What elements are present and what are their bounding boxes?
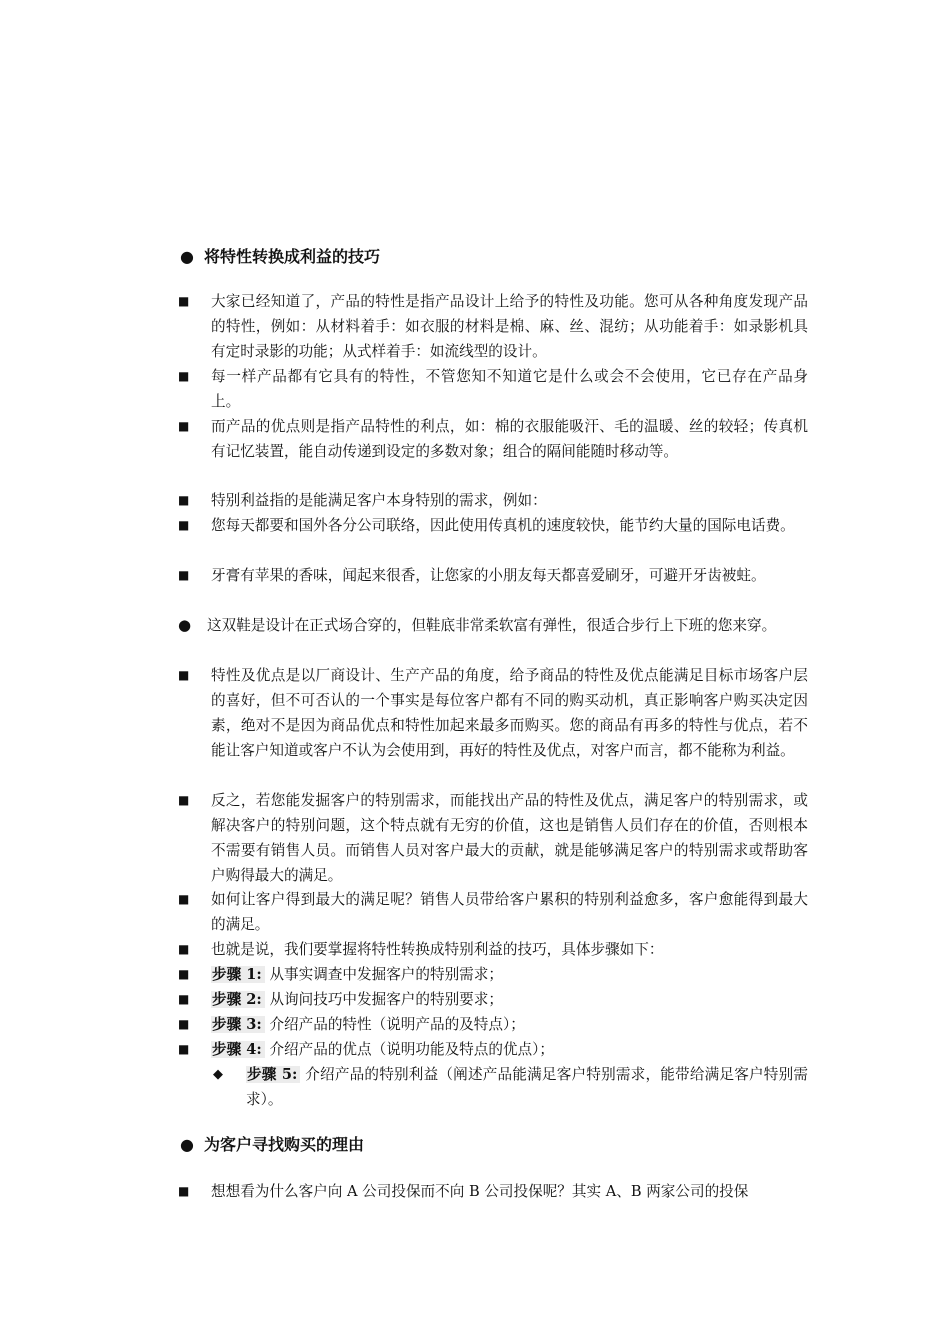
bullet-square-icon: ■ xyxy=(178,518,190,532)
item-text: 如何让客户得到最大的满足呢？销售人员带给客户累积的特别利益愈多，客户愈能得到最大的满足。 xyxy=(211,891,808,933)
step-item xyxy=(178,962,808,987)
step-text: 介绍产品的特别利益（阐述产品能满足客户特别需求，能带给满足客户特别需求）。 xyxy=(246,1066,808,1108)
section-title: 为客户寻找购买的理由 xyxy=(204,1135,365,1154)
list-item xyxy=(178,613,808,638)
bullet-square-icon: ■ xyxy=(178,668,190,682)
step-item xyxy=(178,1037,808,1062)
item-text: 您每天都要和国外各分公司联络，因此使用传真机的速度较快，能节约大量的国际电话费。 xyxy=(211,517,795,534)
bullet-square-icon: ■ xyxy=(178,294,190,308)
item-text: 特性及优点是以厂商设计、生产产品的角度，给予商品的特性及优点能满足目标市场客户层的喜好，但不可否认的一个事实是每位客户都有不同的购买动机，真正影响客户购买决定因素，绝对不是因为商品优点和特性加起来最多而购买。您的商品有再多的特性与优点，若不能让客户知道或客户不认为会使用到，再好的特性及优点，对客户而言，都不能称为利益。 xyxy=(211,667,808,759)
bullet-square-icon: ■ xyxy=(178,369,190,383)
list-item xyxy=(178,488,808,513)
item-text: 这双鞋是设计在正式场合穿的，但鞋底非常柔软富有弹性，很适合步行上下班的您来穿。 xyxy=(207,617,777,634)
list-item xyxy=(178,513,808,538)
item-text: 反之，若您能发掘客户的特别需求，而能找出产品的特性及优点，满足客户的特别需求，或解决客户的特别问题，这个特点就有无穷的价值，这也是销售人员们存在的价值，否则根本不需要有销售人员。而销售人员对客户最大的贡献，就是能够满足客户的特别需求或帮助客户购得最大的满足。 xyxy=(211,792,808,884)
bullet-square-icon: ■ xyxy=(178,1042,190,1056)
step-label: 步骤 2: xyxy=(211,991,265,1008)
bullet-square-icon: ■ xyxy=(178,892,190,906)
bullet-diamond-icon: ◆ xyxy=(213,1067,223,1082)
list-item xyxy=(178,1179,808,1204)
step-item xyxy=(178,987,808,1012)
step-label: 步骤 3: xyxy=(211,1016,265,1033)
bullet-square-icon: ■ xyxy=(178,942,190,956)
list-item xyxy=(178,289,808,364)
list-item xyxy=(178,563,808,588)
item-text: 而产品的优点则是指产品特性的利点，如：棉的衣服能吸汗、毛的温暖、丝的较轻；传真机有记忆装置，能自动传递到设定的多数对象；组合的隔间能随时移动等。 xyxy=(211,418,808,460)
item-text: 也就是说，我们要掌握将特性转换成特别利益的技巧，具体步骤如下： xyxy=(211,941,664,958)
section-heading xyxy=(180,1135,364,1155)
bullet-square-icon: ■ xyxy=(178,967,190,981)
step-label: 步骤 5: xyxy=(246,1066,300,1083)
list-item xyxy=(178,937,808,962)
item-text: 每一样产品都有它具有的特性，不管您知不知道它是什么或会不会使用，它已存在产品身上。 xyxy=(211,368,808,410)
bullet-circle-icon: ● xyxy=(180,1135,194,1154)
bullet-square-icon: ■ xyxy=(178,992,190,1006)
list-item xyxy=(178,414,808,464)
list-item xyxy=(178,887,808,937)
bullet-square-icon: ■ xyxy=(178,1184,190,1198)
section-heading xyxy=(180,247,380,267)
bullet-square-icon: ■ xyxy=(178,493,190,507)
step-item xyxy=(178,1012,808,1037)
step-text: 从询问技巧中发掘客户的特别要求； xyxy=(269,991,503,1008)
bullet-square-icon: ■ xyxy=(178,1017,190,1031)
list-item xyxy=(178,663,808,763)
step-label: 步骤 1: xyxy=(211,966,265,983)
bullet-square-icon: ■ xyxy=(178,568,190,582)
item-text: 想想看为什么客户向 A 公司投保而不向 B 公司投保呢？其实 A、B 两家公司的投保 xyxy=(211,1183,749,1200)
step-item xyxy=(213,1062,808,1112)
item-text: 大家已经知道了，产品的特性是指产品设计上给予的特性及功能。您可从各种角度发现产品的特性，例如：从材料着手：如衣服的材料是棉、麻、丝、混纺；从功能着手：如录影机具有定时录影的功能；从式样着手：如流线型的设计。 xyxy=(211,293,808,360)
bullet-circle-icon: ● xyxy=(178,616,192,634)
list-item xyxy=(178,788,808,888)
item-text: 特别利益指的是能满足客户本身特别的需求，例如： xyxy=(211,492,547,509)
bullet-square-icon: ■ xyxy=(178,419,190,433)
bullet-square-icon: ■ xyxy=(178,793,190,807)
section-title: 将特性转换成利益的技巧 xyxy=(204,247,381,266)
step-text: 从事实调查中发掘客户的特别需求； xyxy=(269,966,503,983)
step-text: 介绍产品的优点（说明功能及特点的优点）； xyxy=(269,1041,555,1058)
step-text: 介绍产品的特性（说明产品的及特点）； xyxy=(269,1016,525,1033)
list-item xyxy=(178,364,808,414)
step-label: 步骤 4: xyxy=(211,1041,265,1058)
bullet-circle-icon: ● xyxy=(180,247,194,266)
item-text: 牙膏有苹果的香味，闻起来很香，让您家的小朋友每天都喜爱刷牙，可避开牙齿被蛀。 xyxy=(211,567,766,584)
